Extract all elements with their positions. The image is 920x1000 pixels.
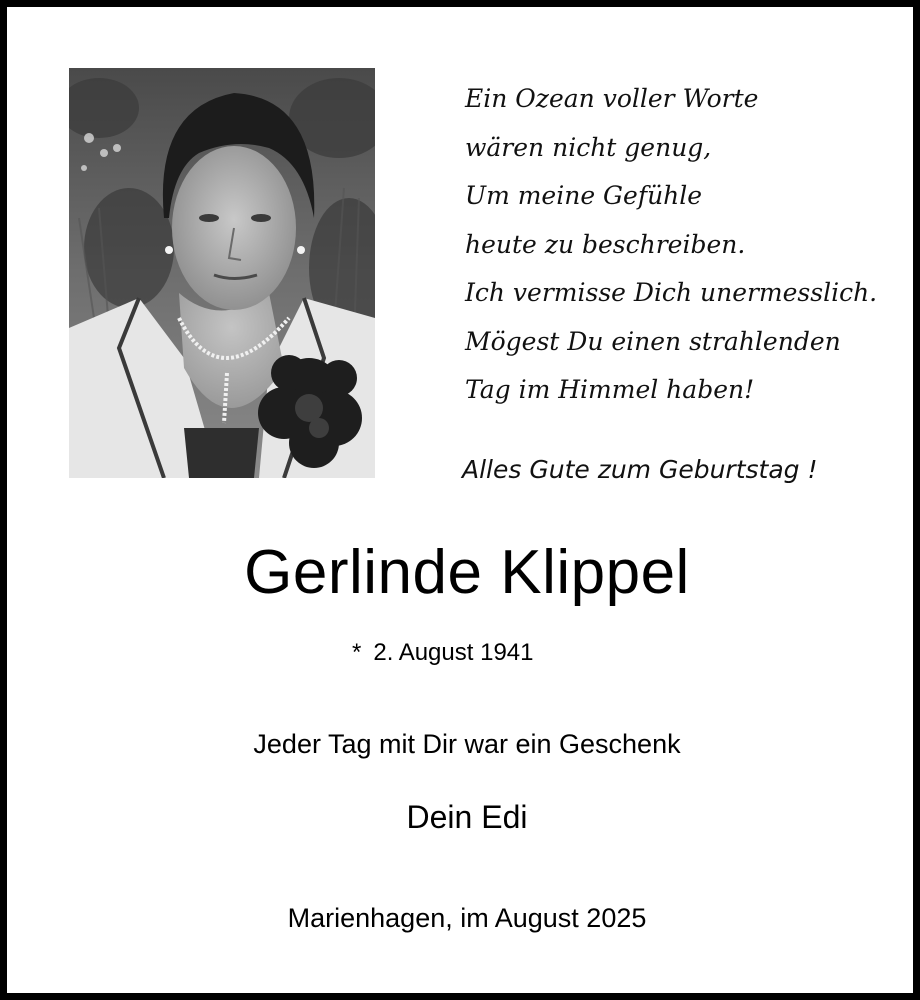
birth-line xyxy=(352,639,533,667)
poem-line: heute zu beschreiben. xyxy=(465,229,746,259)
poem-line: Tag im Himmel haben! xyxy=(465,375,755,404)
poem-line: Um meine Gefühle xyxy=(465,181,703,210)
signature: Dein Edi xyxy=(406,799,528,835)
birth-symbol: * xyxy=(352,639,362,666)
portrait-photo xyxy=(69,68,375,478)
birth-date: 2. August 1941 xyxy=(373,639,534,666)
poem-line: wären nicht genug, xyxy=(465,132,712,162)
poem-line: Mögest Du einen strahlenden xyxy=(465,326,841,356)
poem-line: Ich vermisse Dich unermesslich. xyxy=(465,278,878,307)
place-date: Marienhagen, im August 2025 xyxy=(287,903,647,933)
deceased-name: Gerlinde Klippel xyxy=(244,538,690,607)
poem-line: Ein Ozean voller Worte xyxy=(465,84,759,113)
birthday-wish: Alles Gute zum Geburtstag ! xyxy=(462,455,818,484)
memorial-quote: Jeder Tag mit Dir war ein Geschenk xyxy=(253,729,681,759)
poem xyxy=(465,75,885,415)
